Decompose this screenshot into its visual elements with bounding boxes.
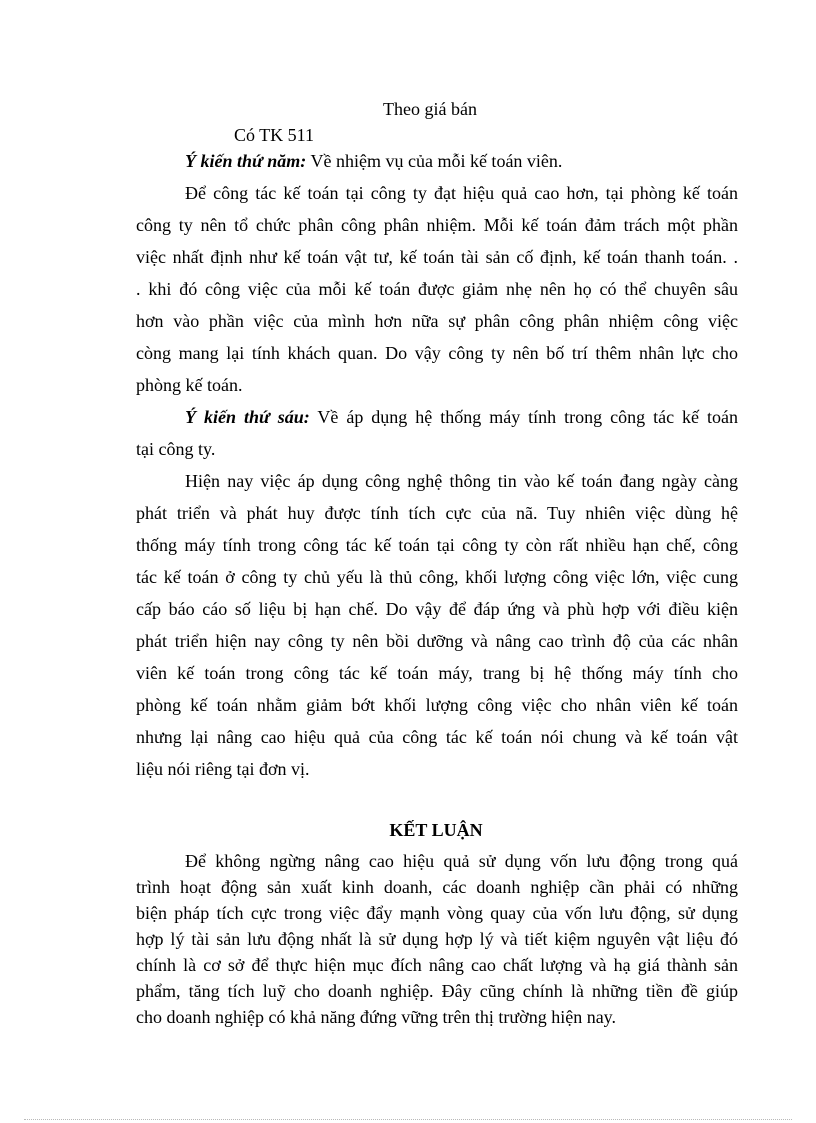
idea-five-text: Về nhiệm vụ của mỗi kế toán viên. xyxy=(306,151,563,171)
accounting-entry-line: Theo giá bán xyxy=(383,99,477,119)
page-bottom-divider xyxy=(24,1119,792,1120)
conclusion-line: phẩm, tăng tích luỹ cho doanh nghiệp. Đây cũng chính là những tiền đề giúp xyxy=(136,981,738,1001)
paragraph-line: phát triển và phát huy được tính tích cực của nã. Tuy nhiên việc dùng hệ xyxy=(136,503,738,523)
paragraph-line: phòng kế toán. xyxy=(136,375,243,395)
paragraph-line: việc nhất định như kế toán vật tư, kế toán tài sản cố định, kế toán thanh toán. . xyxy=(136,247,738,267)
conclusion-line: cho doanh nghiệp có khả năng đứng vững trên thị trường hiện nay. xyxy=(136,1007,617,1027)
paragraph-line: hơn vào phần việc của mình hơn nữa sự phân công phân nhiệm công việc xyxy=(136,311,738,331)
paragraph-line: còng mang lại tính khách quan. Do vậy công ty nên bố trí thêm nhân lực cho xyxy=(136,343,738,363)
conclusion-line: hợp lý tài sản lưu động nhất là sử dụng hợp lý và tiết kiệm nguyên vật liệu đó xyxy=(136,929,738,949)
accounting-entry-line: Có TK 511 xyxy=(234,125,315,145)
idea-five-label: Ý kiến thứ năm: xyxy=(185,151,307,171)
conclusion-line: chính là cơ sở để thực hiện mục đích nâng cao chất lượng và hạ giá thành sản xyxy=(136,955,738,975)
paragraph-line: thống máy tính trong công tác kế toán tại công ty còn rất nhiều hạn chế, công xyxy=(136,535,738,555)
idea-six-label: Ý kiến thứ sáu: xyxy=(185,407,310,427)
conclusion-line: Để không ngừng nâng cao hiệu quả sử dụng vốn lưu động trong quá xyxy=(185,851,738,871)
paragraph-line: phát triển hiện nay công ty nên bồi dưỡng và nâng cao trình độ của các nhân xyxy=(136,631,738,651)
conclusion-heading: KẾT LUẬN xyxy=(389,820,483,840)
idea-six-continuation: tại công ty. xyxy=(136,439,216,459)
paragraph-line: liệu nói riêng tại đơn vị. xyxy=(136,759,310,779)
paragraph-line: tác kế toán ở công ty chủ yếu là thủ công, khối lượng công việc lớn, việc cung xyxy=(136,567,738,587)
paragraph-line: . khi đó công việc của mỗi kế toán được giảm nhẹ nên họ có thể chuyên sâu xyxy=(136,279,738,299)
paragraph-line: nhưng lại nâng cao hiệu quả của công tác kế toán nói chung và kế toán vật xyxy=(136,727,738,747)
paragraph-line: cấp báo cáo số liệu bị hạn chế. Do vậy để đáp ứng và phù hợp với điều kiện xyxy=(136,599,738,619)
paragraph-line: viên kế toán trong công tác kế toán máy, trang bị hệ thống máy tính cho xyxy=(136,663,738,683)
paragraph-line: công ty nên tổ chức phân công phân nhiệm. Mỗi kế toán đảm trách một phần xyxy=(136,215,738,235)
conclusion-line: biện pháp tích cực trong việc đẩy mạnh vòng quay của vốn lưu động, sử dụng xyxy=(136,903,738,923)
idea-six-text: Về áp dụng hệ thống máy tính trong công tác kế toán xyxy=(309,407,738,427)
paragraph-line: Để công tác kế toán tại công ty đạt hiệu quả cao hơn, tại phòng kế toán xyxy=(185,183,738,203)
paragraph-line: phòng kế toán nhằm giảm bớt khối lượng công việc cho nhân viên kế toán xyxy=(136,695,738,715)
conclusion-line: trình hoạt động sản xuất kinh doanh, các doanh nghiệp cần phải có những xyxy=(136,877,738,897)
idea-six-heading xyxy=(185,406,738,428)
paragraph-line: Hiện nay việc áp dụng công nghệ thông tin vào kế toán đang ngày càng xyxy=(185,471,738,491)
idea-five-heading xyxy=(185,150,562,172)
